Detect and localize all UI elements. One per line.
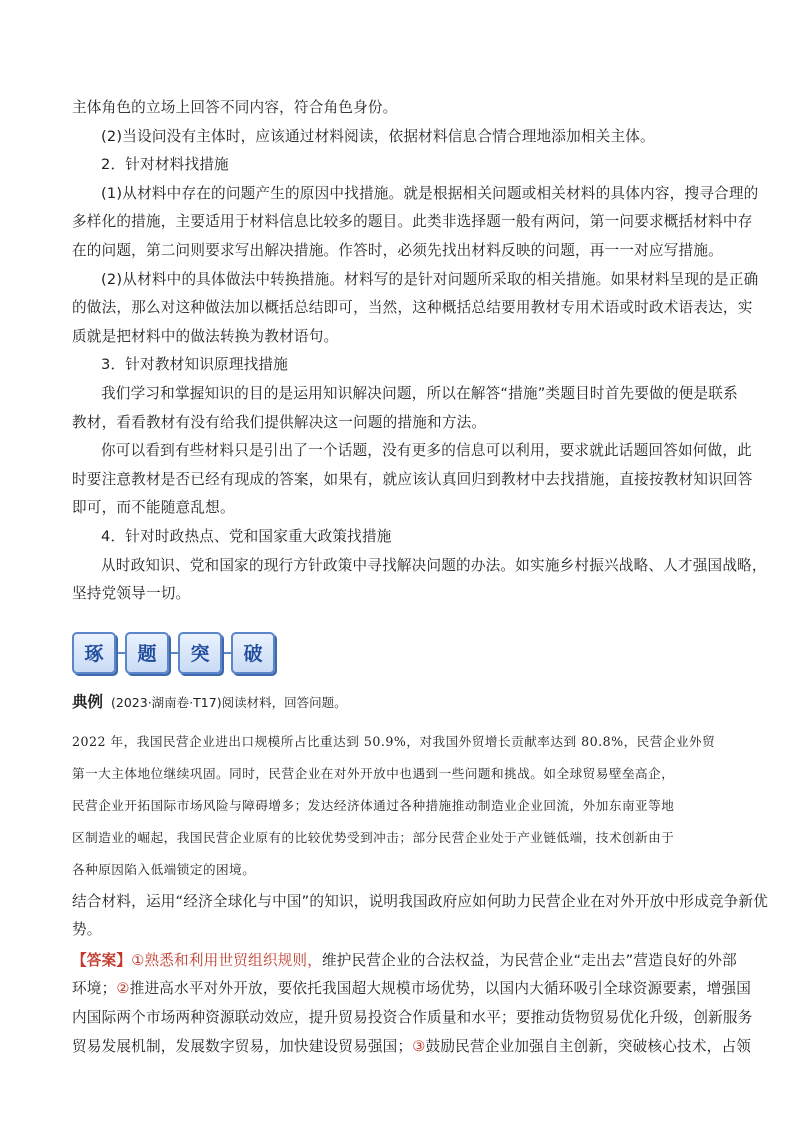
paragraph-line: 坚持党领导一切。 [72, 585, 191, 603]
answer-point-3: ③ [412, 1037, 426, 1055]
answer-text: 贸易发展机制，发展数字贸易，加快建设贸易强国； [72, 1037, 413, 1055]
section-banner [72, 631, 732, 675]
material-line: 区制造业的崛起，我国民营企业原有的比较优势受到冲击；部分民营企业处于产业链低端，技术创新由于 [72, 829, 675, 845]
paragraph-line: 质就是把材料中的做法转换为教材语句。 [72, 327, 339, 345]
banner-tile: 破 [231, 632, 275, 674]
paragraph-line: 多样化的措施，主要适用于材料信息比较多的题目。此类非选择题一般有两问，第一问要求概括材料中存 [72, 213, 753, 231]
banner-tile: 题 [125, 632, 169, 674]
paragraph-line: 我们学习和掌握知识的目的是运用知识解决问题，所以在解答“措施”类题目时首先要做的便是联系 [101, 384, 738, 402]
answer-line [72, 1033, 752, 1062]
paragraph-line: 时要注意教材是否已经有现成的答案，如果有，就应该认真回归到教材中去找措施，直接按教材知识回答 [72, 470, 753, 488]
section-heading: 4．针对时政热点、党和国家重大政策找措施 [101, 527, 392, 545]
material-line: 各种原因陷入低端锁定的困境。 [72, 861, 256, 877]
answer-point-2: ② [116, 980, 130, 998]
answer-line [72, 947, 737, 976]
material-line: 民营企业开拓国际市场风险与障碍增多；发达经济体通过各种措施推动制造业企业回流，外加东南亚等地 [72, 797, 675, 813]
banner-tile: 突 [178, 632, 222, 674]
answer-text: 鼓励民营企业加强自主创新，突破核心技术，占领 [425, 1037, 752, 1055]
example-source: (2023·湖南卷·T17)阅读材料，回答问题。 [111, 694, 347, 710]
paragraph-line: (1)从材料中存在的问题产生的原因中找措施。就是根据相关问题或相关材料的具体内容，搜寻合理的 [101, 184, 759, 202]
paragraph-line: 在的问题，第二问则要求写出解决措施。作答时，必须先找出材料反映的问题，再一一对应写措施。 [72, 241, 723, 259]
example-header [72, 689, 732, 716]
material-line: 2022 年，我国民营企业进出口规模所占比重达到 50.9%，对我国外贸增长贡献率达到 80.8%，民营企业外贸 [72, 733, 716, 749]
material-line: 第一大主体地位继续巩固。同时，民营企业在对外开放中也遇到一些问题和挑战。如全球贸易壁垒高企， [72, 765, 675, 781]
answer-point-1: ①熟悉和利用世贸组织规则， [131, 951, 322, 969]
answer-text: 维护民营企业的合法权益，为民营企业“走出去”营造良好的外部 [322, 951, 737, 969]
paragraph-line: 即可，而不能随意乱想。 [72, 499, 235, 517]
question-block [72, 888, 769, 945]
paragraph-line: 从时政知识、党和国家的现行方针政策中寻找解决问题的办法。如实施乡村振兴战略、人才强国战略， [101, 556, 767, 574]
example-tag: 典例 [72, 692, 104, 711]
question-line: 结合材料，运用“经济全球化与中国”的知识，说明我国政府应如何助力民营企业在对外开放中形成竞争新优 [72, 892, 769, 910]
paragraph-line: 你可以看到有些材料只是引出了一个话题，没有更多的信息可以利用，要求就此话题回答如何做，此 [101, 442, 752, 460]
paragraph-line: (2)从材料中的具体做法中转换措施。材料写的是针对问题所采取的相关措施。如果材料呈现的是正确 [101, 270, 759, 288]
intro-line: 主体角色的立场上回答不同内容，符合角色身份。 [72, 99, 398, 116]
intro-line: (2)当设问没有主体时，应该通过材料阅读，依据材料信息合情合理地添加相关主体。 [101, 127, 655, 145]
section-heading: 3．针对教材知识原理找措施 [101, 356, 289, 374]
answer-line [72, 975, 752, 1004]
answer-text: 推进高水平对外开放，要依托我国超大规模市场优势，以国内大循环吸引全球资源要素，增强国 [129, 980, 752, 998]
answer-tag: 【答案】 [72, 951, 132, 969]
material-block [72, 726, 732, 886]
answer-line: 内国际两个市场两种资源联动效应，提升贸易投资合作质量和水平；要推动货物贸易优化升级，创新服务 [72, 1009, 753, 1027]
answer-text: 环境； [72, 980, 117, 998]
paragraph-line: 教材，看看教材有没有给我们提供解决这一问题的措施和方法。 [72, 413, 487, 431]
banner-tile: 琢 [72, 632, 116, 674]
document-page [72, 94, 769, 1061]
question-line: 势。 [72, 921, 102, 939]
paragraph-line: 的做法，那么对这种做法加以概括总结即可，当然，这种概括总结要用教材专用术语或时政术语表达，实 [72, 299, 753, 317]
answer-block [72, 947, 753, 1061]
section-heading: 2．针对材料找措施 [101, 156, 229, 174]
